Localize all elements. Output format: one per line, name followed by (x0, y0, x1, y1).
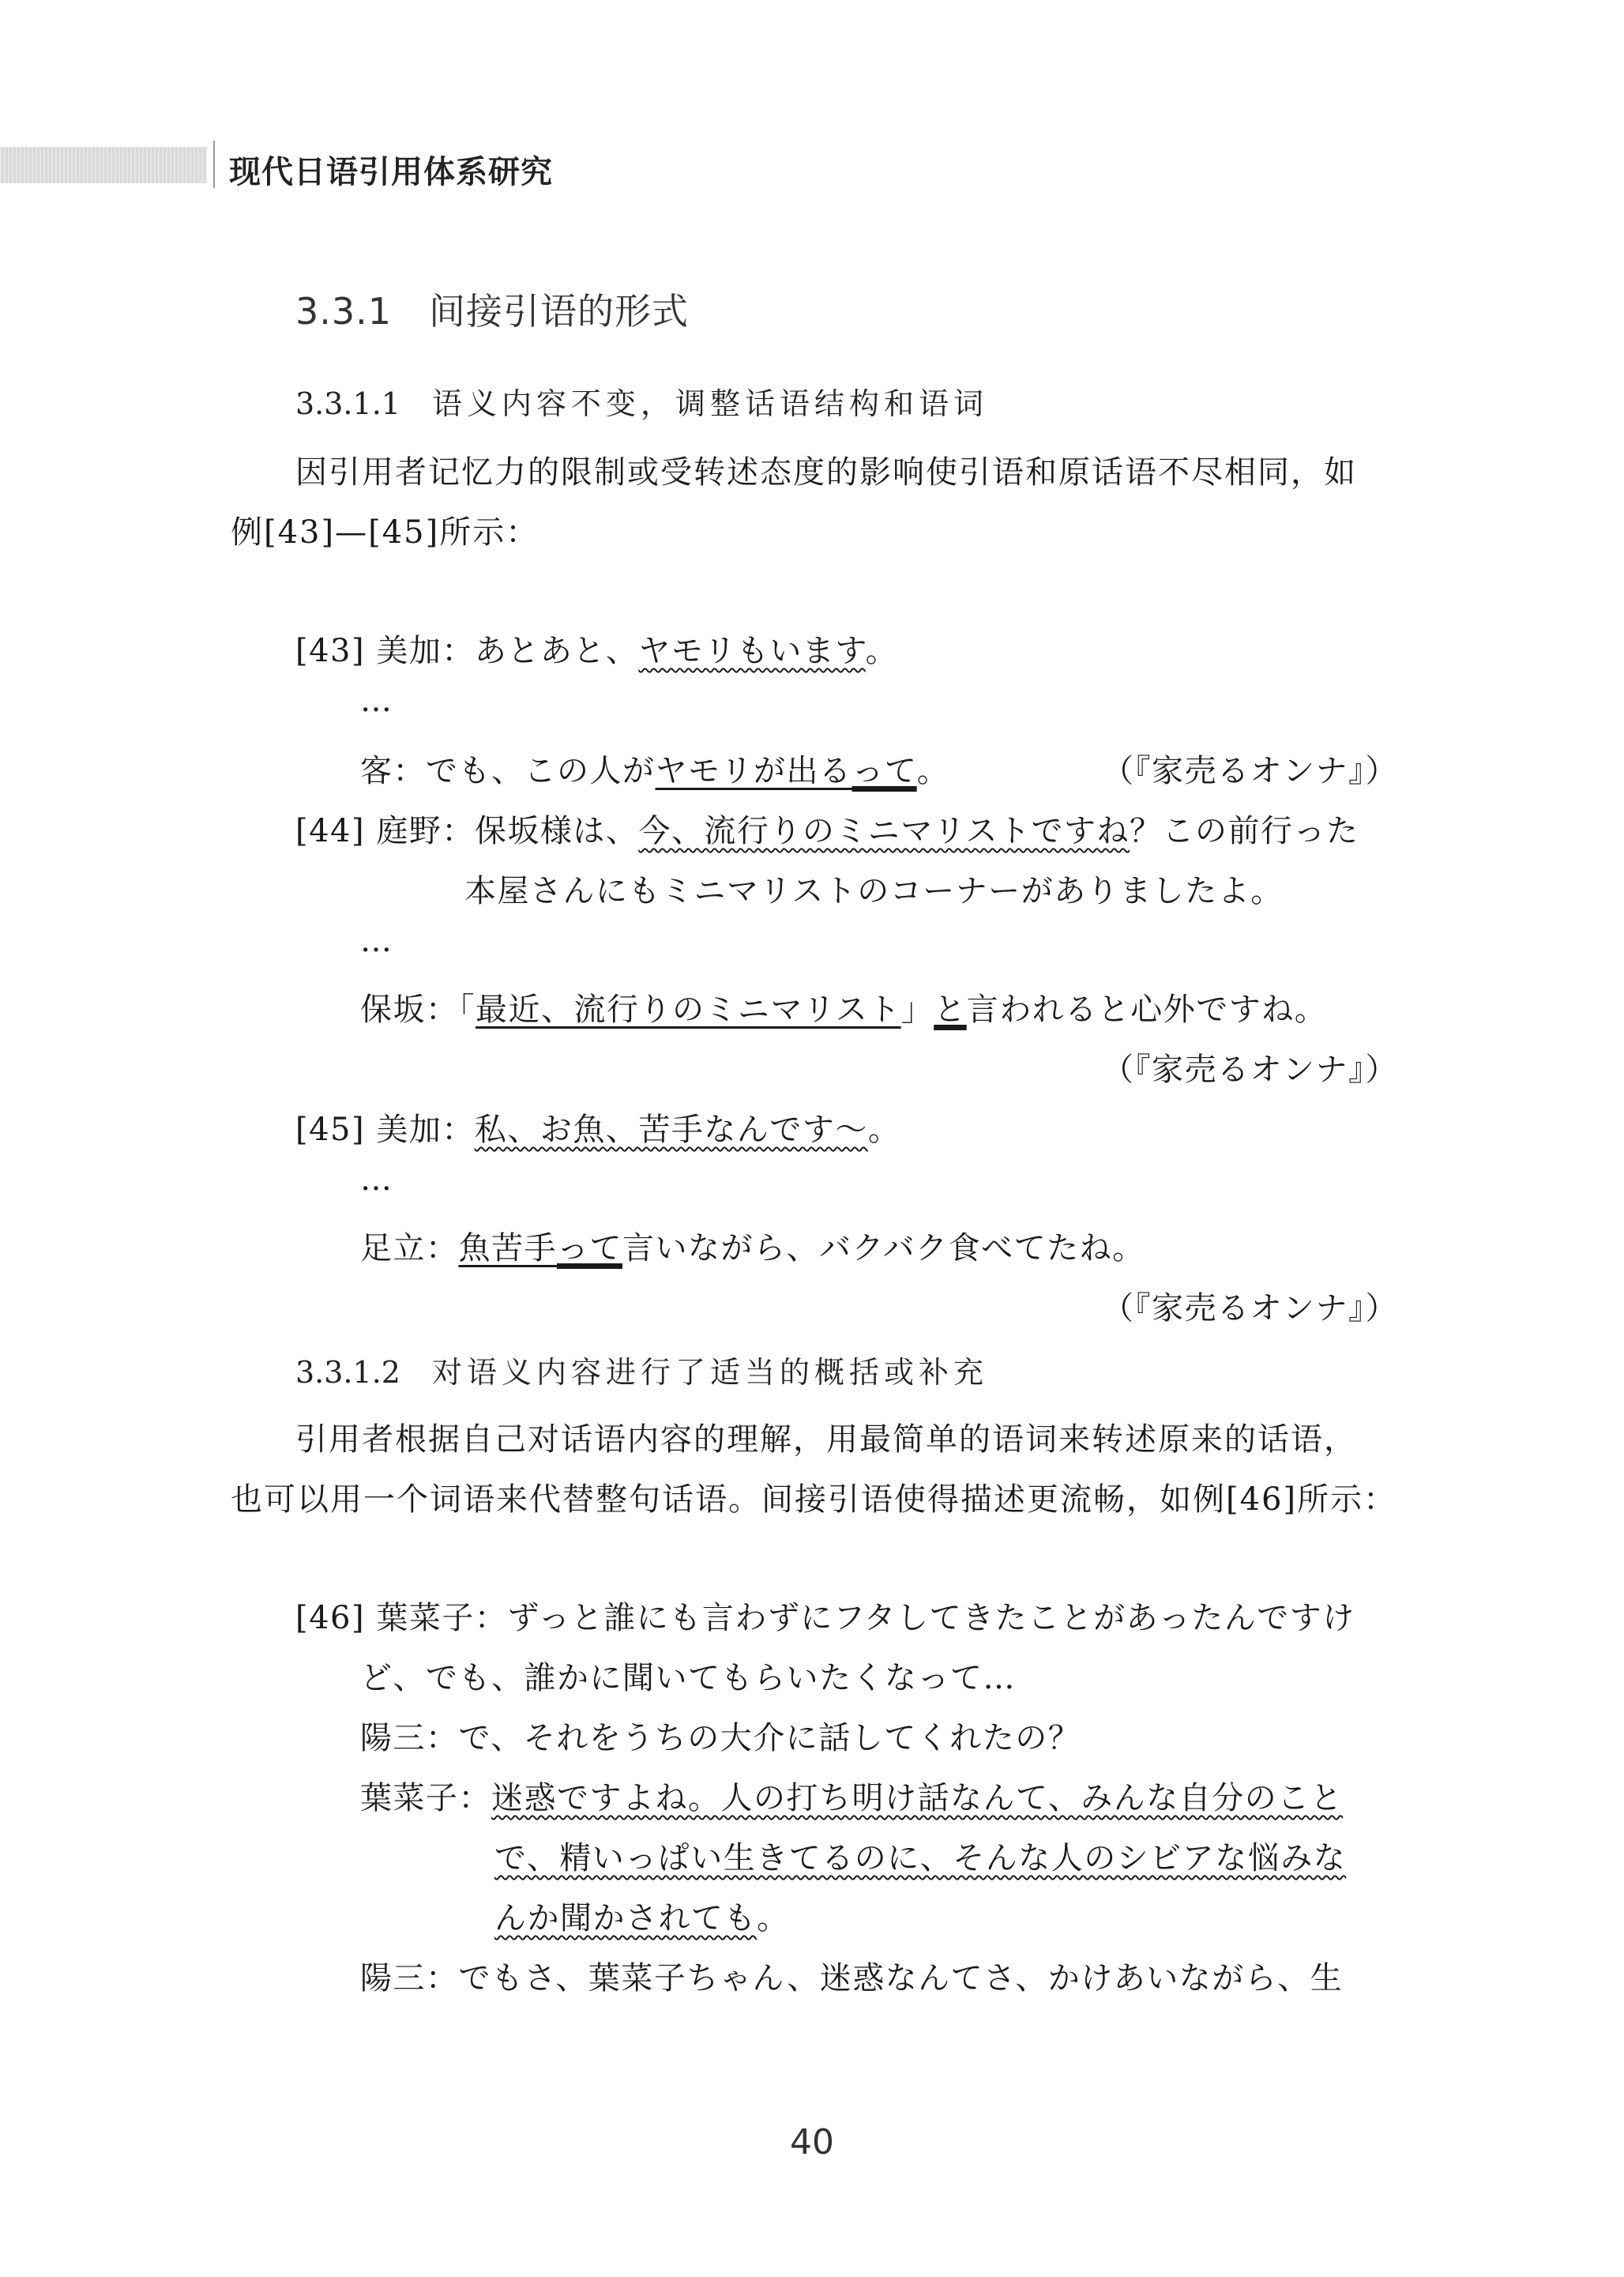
underlined-text: 最近、流行りのミニマリスト (476, 992, 901, 1028)
source-citation: （『家売るオンナ』） (1102, 1052, 1398, 1088)
text: 言われると心外ですね。 (966, 992, 1328, 1028)
ellipsis: … (360, 923, 393, 959)
example-46-line: [46] 葉菜子：ずっと誰にも言わずにフタしてきたことがあったんですけ (295, 1600, 1355, 1636)
ellipsis: … (360, 1161, 393, 1198)
example-44-line (360, 984, 1327, 1029)
speaker-text: 足立： (360, 1230, 459, 1266)
header-band (0, 147, 207, 183)
subsection-title: 对语义内容进行了适当的概括或补充 (431, 1355, 988, 1390)
example-43-line (360, 746, 949, 791)
paragraph-line: 例[43]—[45]所示： (231, 514, 539, 551)
example-45-line (360, 1223, 1145, 1268)
wavy-underlined-text: んか聞かされても (494, 1900, 757, 1936)
underlined-text: ヤモリが出る (655, 753, 852, 789)
header-divider (213, 141, 215, 188)
punctuation: 。 (916, 753, 950, 789)
speaker-text: 客：でも、この人が (360, 753, 656, 789)
text: ？この前行った (1130, 813, 1359, 849)
subsection-number: 3.3.1.1 (295, 386, 400, 421)
wavy-underlined-text: 私、お魚、苦手なんです～ (474, 1112, 868, 1148)
punctuation: 。 (757, 1900, 790, 1936)
source-citation: （『家売るオンナ』） (1102, 1290, 1398, 1327)
speaker-text: 保坂：「 (360, 992, 476, 1028)
example-44-line (295, 806, 1359, 851)
source-citation: （『家売るオンナ』） (1102, 753, 1398, 789)
paragraph-line: 因引用者记忆力的限制或受转述态度的影响使引语和原话语不尽相同，如 (295, 454, 1357, 491)
ellipsis: … (360, 683, 393, 719)
quote-marker: って (557, 1230, 622, 1266)
punctuation: 」 (900, 992, 934, 1028)
example-46-line (360, 1773, 1343, 1818)
punctuation: 。 (867, 1112, 901, 1148)
wavy-underlined-text: ヤモリもいます (638, 633, 866, 669)
subsection-heading-1 (295, 379, 988, 423)
quote-marker: と (934, 992, 967, 1028)
example-46-line: 陽三：でもさ、葉菜子ちゃん、迷惑なんてさ、かけあいながら、生 (360, 1960, 1344, 1997)
example-46-line: 陽三：で、それをうちの大介に話してくれたの？ (360, 1720, 1081, 1756)
wavy-underlined-text: で、精いっぱい生きてるのに、そんな人のシビアな悩みな (494, 1840, 1347, 1876)
speaker-text: [44] 庭野：保坂様は、 (295, 813, 639, 849)
example-46-line (494, 1833, 1346, 1878)
subsection-number: 3.3.1.2 (295, 1355, 400, 1390)
quote-marker: って (851, 753, 917, 789)
punctuation: 。 (865, 633, 899, 669)
example-43-line (295, 626, 898, 671)
speaker-text: [43] 美加：あとあと、 (295, 633, 639, 669)
example-44-line: 本屋さんにもミニマリストのコーナーがありましたよ。 (464, 873, 1284, 909)
text: 言いながら、バクバク食べてたね。 (622, 1230, 1145, 1266)
wavy-underlined-text: 迷惑ですよね。人の打ち明け話なんて、みんな自分のこと (491, 1780, 1344, 1816)
example-46-line (494, 1893, 790, 1938)
example-45-line (295, 1105, 900, 1150)
subsection-heading-2 (295, 1348, 988, 1391)
page-number: 40 (790, 2122, 834, 2162)
subsection-title: 语义内容不变，调整话语结构和语词 (431, 386, 988, 421)
speaker-text: 葉菜子： (360, 1780, 491, 1816)
section-heading: 3.3.1 间接引语的形式 (295, 290, 690, 333)
underlined-text: 魚苦手 (458, 1230, 557, 1266)
wavy-underlined-text: 今、流行りのミニマリストですね (638, 813, 1130, 849)
example-46-line: ど、でも、誰かに聞いてもらいたくなって… (360, 1660, 1016, 1696)
paragraph-line: 引用者根据自己对话语内容的理解，用最简单的语词来转述原来的话语， (295, 1421, 1357, 1458)
paragraph-line: 也可以用一个词语来代替整句话语。间接引语使得描述更流畅，如例[46]所示： (231, 1481, 1397, 1518)
speaker-text: [45] 美加： (295, 1112, 475, 1148)
running-header-title: 现代日语引用体系研究 (229, 154, 553, 190)
